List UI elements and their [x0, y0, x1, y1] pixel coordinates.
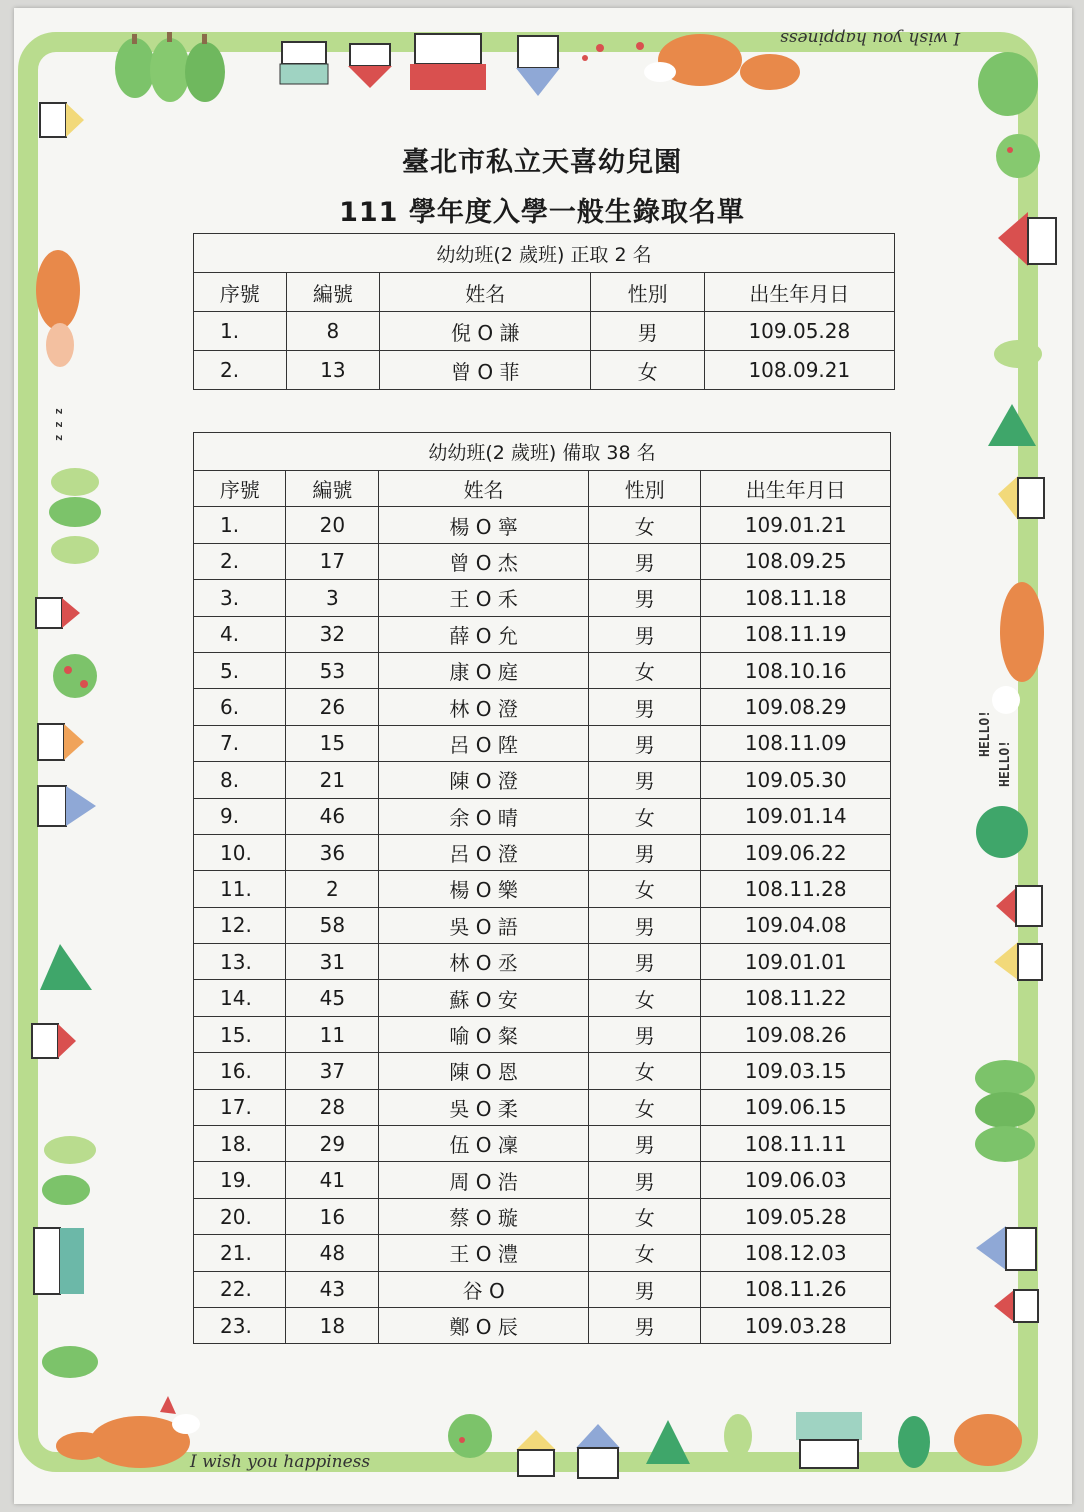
house-icon: [280, 34, 560, 96]
table-row: [194, 725, 891, 761]
cell-gender: 女: [589, 652, 701, 688]
table-row: [194, 543, 891, 579]
cell-gender: 男: [589, 580, 701, 616]
document-subtitle: 111 學年度入學一般生錄取名單: [339, 197, 745, 228]
cell-name: 余 O 晴: [379, 798, 589, 834]
cell-gender: 男: [589, 762, 701, 798]
col-header-number: 編號: [286, 273, 379, 312]
cell-number: 58: [286, 907, 379, 943]
cell-gender: 女: [591, 351, 704, 390]
cell-name: 薛 O 允: [379, 616, 589, 652]
cell-name: 林 O 澄: [379, 689, 589, 725]
cell-gender: 女: [589, 798, 701, 834]
cell-birthdate: 109.05.28: [701, 1198, 891, 1234]
cell-seq: 5.: [194, 652, 286, 688]
cell-number: 36: [286, 834, 379, 870]
cell-birthdate: 109.08.26: [701, 1016, 891, 1052]
cell-birthdate: 108.09.21: [704, 351, 894, 390]
fox-icon: [582, 34, 800, 90]
cell-number: 13: [286, 351, 379, 390]
table-row: [194, 1126, 891, 1162]
cell-gender: 男: [589, 1307, 701, 1343]
cell-seq: 9.: [194, 798, 286, 834]
cell-name: 周 O 浩: [379, 1162, 589, 1198]
table-row: [194, 871, 891, 907]
cell-number: 53: [286, 652, 379, 688]
cell-name: 谷 O: [379, 1271, 589, 1307]
cell-gender: 男: [589, 834, 701, 870]
table-row: [194, 312, 895, 351]
table-row: [194, 689, 891, 725]
cell-gender: 男: [589, 907, 701, 943]
cell-gender: 男: [589, 1016, 701, 1052]
cell-birthdate: 108.11.26: [701, 1271, 891, 1307]
table-row: [194, 944, 891, 980]
cell-birthdate: 108.11.11: [701, 1126, 891, 1162]
cell-birthdate: 109.05.28: [704, 312, 894, 351]
table-row: [194, 1307, 891, 1343]
table-row: [194, 1016, 891, 1052]
col-header-birthdate: 出生年月日: [701, 471, 891, 507]
fox-icon: [36, 250, 80, 367]
admitted-table: [193, 233, 895, 390]
cell-birthdate: 108.11.28: [701, 871, 891, 907]
cell-birthdate: 109.08.29: [701, 689, 891, 725]
col-header-gender: 性別: [591, 273, 704, 312]
cell-gender: 男: [589, 543, 701, 579]
col-header-seq: 序號: [194, 273, 287, 312]
table-row: [194, 616, 891, 652]
cell-number: 11: [286, 1016, 379, 1052]
cell-number: 17: [286, 543, 379, 579]
cell-number: 37: [286, 1053, 379, 1089]
cell-number: 43: [286, 1271, 379, 1307]
cell-name: 鄭 O 辰: [379, 1307, 589, 1343]
table-row: [194, 1198, 891, 1234]
cell-number: 28: [286, 1089, 379, 1125]
cell-gender: 男: [589, 944, 701, 980]
cell-gender: 男: [589, 1126, 701, 1162]
cell-seq: 8.: [194, 762, 286, 798]
cell-gender: 男: [589, 1162, 701, 1198]
table-caption: 幼幼班(2 歲班) 備取 38 名: [194, 433, 891, 471]
cell-number: 31: [286, 944, 379, 980]
cell-name: 吳 O 柔: [379, 1089, 589, 1125]
cell-birthdate: 108.11.19: [701, 616, 891, 652]
cell-gender: 女: [589, 871, 701, 907]
cell-number: 21: [286, 762, 379, 798]
cell-gender: 男: [589, 689, 701, 725]
table-caption: 幼幼班(2 歲班) 正取 2 名: [194, 234, 895, 273]
cell-number: 48: [286, 1235, 379, 1271]
zzz-text: z z z: [52, 407, 66, 442]
cell-gender: 女: [589, 1089, 701, 1125]
cell-number: 18: [286, 1307, 379, 1343]
cell-name: 林 O 丞: [379, 944, 589, 980]
cell-birthdate: 108.11.09: [701, 725, 891, 761]
cell-seq: 18.: [194, 1126, 286, 1162]
cell-seq: 4.: [194, 616, 286, 652]
cell-name: 陳 O 澄: [379, 762, 589, 798]
house-icon: [516, 1412, 862, 1478]
top-script-text: I wish you happiness: [780, 28, 961, 48]
table-row: [194, 980, 891, 1016]
table-row: [194, 507, 891, 543]
cell-name: 王 O 禾: [379, 580, 589, 616]
cell-number: 8: [286, 312, 379, 351]
cell-name: 曾 O 菲: [380, 351, 591, 390]
cell-name: 呂 O 陞: [379, 725, 589, 761]
cell-birthdate: 108.10.16: [701, 652, 891, 688]
cell-name: 蔡 O 璇: [379, 1198, 589, 1234]
table-row: [194, 1235, 891, 1271]
cell-birthdate: 109.04.08: [701, 907, 891, 943]
cell-name: 陳 O 恩: [379, 1053, 589, 1089]
cell-seq: 7.: [194, 725, 286, 761]
cell-birthdate: 109.01.21: [701, 507, 891, 543]
cell-number: 16: [286, 1198, 379, 1234]
col-header-gender: 性別: [589, 471, 701, 507]
school-title: 臺北市私立天喜幼兒園: [402, 147, 682, 178]
cell-name: 王 O 澧: [379, 1235, 589, 1271]
cell-gender: 女: [589, 1198, 701, 1234]
cell-gender: 女: [589, 1235, 701, 1271]
cell-seq: 2.: [194, 351, 287, 390]
table-row: [194, 1162, 891, 1198]
cell-seq: 6.: [194, 689, 286, 725]
cell-birthdate: 108.11.22: [701, 980, 891, 1016]
hello-text: HELLO!: [977, 710, 993, 757]
table-row: [194, 1089, 891, 1125]
cell-birthdate: 109.03.15: [701, 1053, 891, 1089]
cell-seq: 11.: [194, 871, 286, 907]
col-header-name: 姓名: [379, 471, 589, 507]
cell-seq: 22.: [194, 1271, 286, 1307]
cell-seq: 10.: [194, 834, 286, 870]
cell-name: 康 O 庭: [379, 652, 589, 688]
cell-birthdate: 109.06.22: [701, 834, 891, 870]
cell-name: 蘇 O 安: [379, 980, 589, 1016]
cell-seq: 17.: [194, 1089, 286, 1125]
cell-birthdate: 108.11.18: [701, 580, 891, 616]
cell-seq: 15.: [194, 1016, 286, 1052]
cell-number: 46: [286, 798, 379, 834]
cell-birthdate: 109.01.01: [701, 944, 891, 980]
cell-number: 2: [286, 871, 379, 907]
cell-number: 26: [286, 689, 379, 725]
cell-number: 45: [286, 980, 379, 1016]
cell-seq: 20.: [194, 1198, 286, 1234]
col-header-number: 編號: [286, 471, 379, 507]
fox-icon: [992, 582, 1044, 714]
cell-birthdate: 108.09.25: [701, 543, 891, 579]
hello-text: HELLO!: [997, 740, 1013, 787]
table-row: [194, 351, 895, 390]
table-row: [194, 580, 891, 616]
cell-number: 29: [286, 1126, 379, 1162]
cell-birthdate: 109.01.14: [701, 798, 891, 834]
cell-name: 倪 O 謙: [380, 312, 591, 351]
cell-birthdate: 109.03.28: [701, 1307, 891, 1343]
waitlist-table: [193, 432, 891, 1344]
table-header-row: [194, 471, 891, 507]
cell-birthdate: 109.06.03: [701, 1162, 891, 1198]
cell-birthdate: 108.12.03: [701, 1235, 891, 1271]
cell-birthdate: 109.05.30: [701, 762, 891, 798]
cell-number: 3: [286, 580, 379, 616]
tree-icon: [115, 32, 225, 102]
cell-seq: 1.: [194, 507, 286, 543]
cell-seq: 23.: [194, 1307, 286, 1343]
col-header-seq: 序號: [194, 471, 286, 507]
cell-number: 41: [286, 1162, 379, 1198]
bottom-script-text: I wish you happiness: [190, 1452, 371, 1472]
cell-seq: 12.: [194, 907, 286, 943]
cell-gender: 男: [589, 1271, 701, 1307]
cell-gender: 女: [589, 980, 701, 1016]
cell-gender: 男: [589, 616, 701, 652]
cell-gender: 女: [589, 1053, 701, 1089]
col-header-birthdate: 出生年月日: [704, 273, 894, 312]
cell-number: 15: [286, 725, 379, 761]
cell-name: 喻 O 粲: [379, 1016, 589, 1052]
table-row: [194, 834, 891, 870]
cell-birthdate: 109.06.15: [701, 1089, 891, 1125]
cell-name: 伍 O 凜: [379, 1126, 589, 1162]
cell-gender: 男: [589, 725, 701, 761]
table-row: [194, 1271, 891, 1307]
cell-seq: 16.: [194, 1053, 286, 1089]
cell-name: 曾 O 杰: [379, 543, 589, 579]
table-row: [194, 652, 891, 688]
cell-number: 20: [286, 507, 379, 543]
cell-name: 楊 O 樂: [379, 871, 589, 907]
table-header-row: [194, 273, 895, 312]
col-header-name: 姓名: [380, 273, 591, 312]
cell-seq: 14.: [194, 980, 286, 1016]
cell-seq: 3.: [194, 580, 286, 616]
table-row: [194, 762, 891, 798]
cell-seq: 2.: [194, 543, 286, 579]
table-row: [194, 907, 891, 943]
cell-gender: 女: [589, 507, 701, 543]
cell-name: 呂 O 澄: [379, 834, 589, 870]
table-row: [194, 1053, 891, 1089]
cell-seq: 13.: [194, 944, 286, 980]
cell-seq: 21.: [194, 1235, 286, 1271]
cell-name: 楊 O 寧: [379, 507, 589, 543]
cell-name: 吳 O 語: [379, 907, 589, 943]
table-row: [194, 798, 891, 834]
cell-seq: 1.: [194, 312, 287, 351]
cell-seq: 19.: [194, 1162, 286, 1198]
cell-number: 32: [286, 616, 379, 652]
cell-gender: 男: [591, 312, 704, 351]
